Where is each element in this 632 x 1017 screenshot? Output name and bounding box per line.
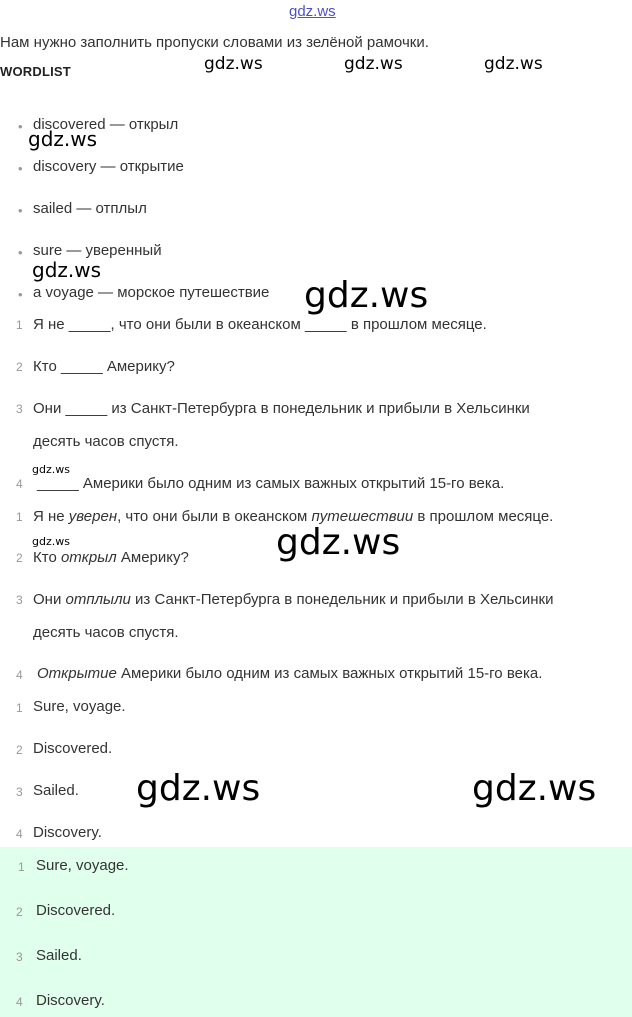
translation-item: Кто открыл Америку? (33, 549, 189, 566)
watermark: gdz.ws (344, 54, 403, 74)
watermark: gdz.ws (28, 127, 98, 151)
item-number: 1 (16, 701, 23, 715)
wordlist-item: a voyage — морское путешествие (33, 284, 270, 301)
translation-item: Я не уверен, что они были в океанском путешествии в прошлом месяце. (33, 508, 554, 525)
exercise-item-cont: десять часов спустя. (33, 433, 179, 450)
wordlist-item: sure — уверенный (33, 242, 162, 259)
translation-item: Открытие Америки было одним из самых важных открытий 15-го века. (37, 665, 543, 682)
answer-item-green: Sure, voyage. (36, 857, 129, 874)
wordlist-heading: WORDLIST (0, 64, 71, 79)
item-number: 4 (16, 668, 23, 682)
wordlist-item: discovery — открытие (33, 158, 184, 175)
item-number: 4 (16, 995, 23, 1009)
translation-item-cont: десять часов спустя. (33, 624, 179, 641)
item-number: 4 (16, 827, 23, 841)
item-number: 4 (16, 477, 23, 491)
answer-item-green: Discovery. (36, 992, 105, 1009)
watermark: gdz.ws (32, 258, 102, 282)
item-number: 2 (16, 743, 23, 757)
exercise-item: Я не _____, что они были в океанском _____ в прошлом месяце. (33, 316, 487, 333)
item-number: 3 (16, 785, 23, 799)
bullet: • (18, 203, 23, 218)
watermark: gdz.ws (304, 275, 429, 316)
watermark: gdz.ws (204, 54, 263, 74)
item-number: 1 (18, 860, 25, 874)
answer-item: Discovered. (33, 740, 113, 757)
wordlist-item: sailed — отплыл (33, 200, 147, 217)
exercise-item: Кто _____ Америку? (33, 358, 175, 375)
site-link[interactable]: gdz.ws (289, 3, 336, 20)
item-number: 1 (16, 318, 23, 332)
watermark: gdz.ws (32, 463, 70, 476)
watermark: gdz.ws (472, 768, 597, 809)
bullet: • (18, 245, 23, 260)
answer-item-green: Discovered. (36, 902, 116, 919)
bullet: • (18, 119, 23, 134)
exercise-item: _____ Америки было одним из самых важных открытий 15-го века. (37, 475, 505, 492)
translation-item: Они отплыли из Санкт-Петербурга в понедельник и прибыли в Хельсинки (33, 591, 554, 608)
item-number: 2 (16, 551, 23, 565)
item-number: 2 (16, 905, 23, 919)
item-number: 3 (16, 593, 23, 607)
intro-text: Нам нужно заполнить пропуски словами из зелёной рамочки. (0, 34, 429, 51)
answer-item: Sailed. (33, 782, 79, 799)
answer-item-green: Sailed. (36, 947, 82, 964)
watermark: gdz.ws (276, 522, 401, 563)
bullet: • (18, 161, 23, 176)
answer-item: Discovery. (33, 824, 102, 841)
wordlist-item: discovered — открыл (33, 116, 179, 133)
item-number: 3 (16, 402, 23, 416)
watermark: gdz.ws (32, 535, 70, 548)
item-number: 2 (16, 360, 23, 374)
answer-item: Sure, voyage. (33, 698, 126, 715)
item-number: 3 (16, 950, 23, 964)
watermark: gdz.ws (136, 768, 261, 809)
exercise-item: Они _____ из Санкт-Петербурга в понедельник и прибыли в Хельсинки (33, 400, 530, 417)
bullet: • (18, 287, 23, 302)
item-number: 1 (16, 510, 23, 524)
watermark: gdz.ws (484, 54, 543, 74)
